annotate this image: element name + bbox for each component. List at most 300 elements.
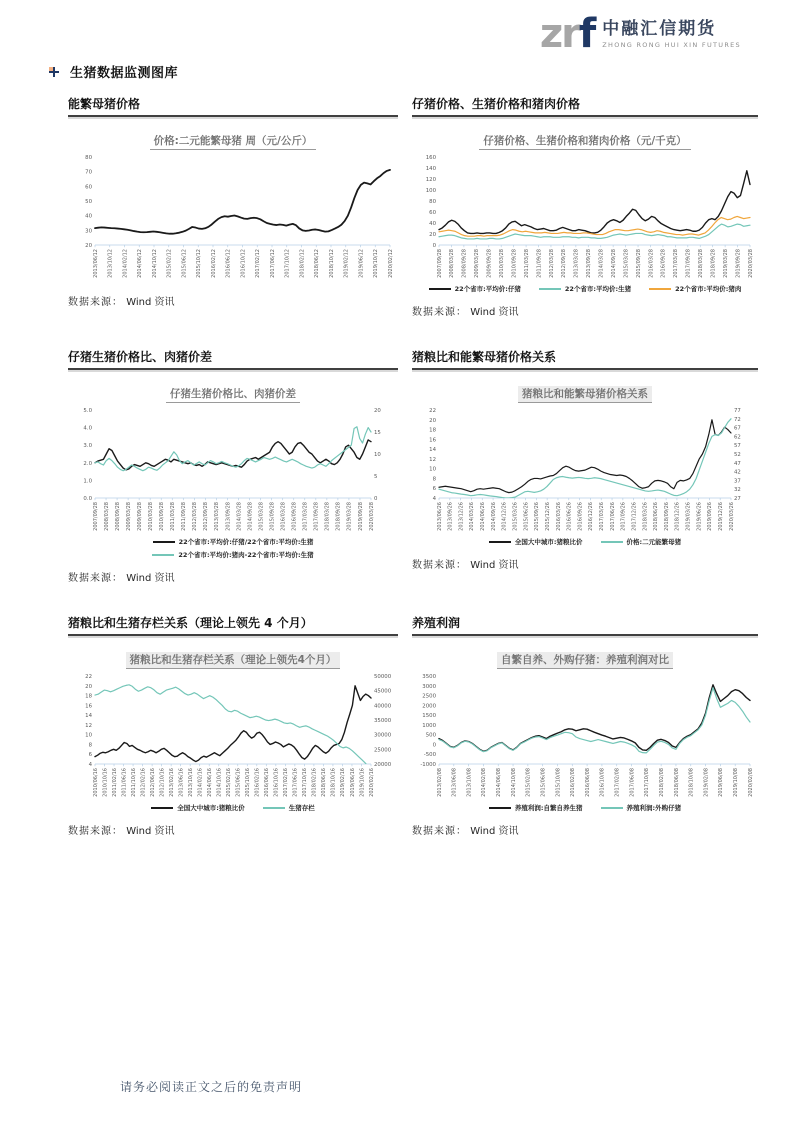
svg-text:500: 500 — [425, 732, 436, 739]
svg-text:4.0: 4.0 — [83, 425, 92, 432]
data-source: 数据来源： Wind 资讯 — [68, 297, 175, 308]
legend-line-swatch — [429, 288, 451, 290]
svg-text:52: 52 — [734, 452, 741, 458]
svg-text:6: 6 — [88, 752, 92, 759]
svg-text:10: 10 — [374, 452, 381, 458]
svg-text:2014/03/28: 2014/03/28 — [598, 249, 605, 278]
svg-text:2014/09/28: 2014/09/28 — [247, 502, 254, 531]
svg-text:2015/06/16: 2015/06/16 — [235, 768, 242, 797]
svg-text:2013/09/26: 2013/09/26 — [447, 502, 454, 531]
svg-text:2011/02/16: 2011/02/16 — [111, 768, 118, 797]
svg-text:2013/06/08: 2013/06/08 — [451, 768, 458, 797]
legend-label: 养殖利润:自繁自养生猪 — [514, 804, 583, 812]
legend-line-swatch — [601, 541, 623, 543]
svg-text:20: 20 — [374, 408, 381, 414]
svg-text:0: 0 — [432, 742, 436, 749]
svg-text:2013/09/28: 2013/09/28 — [586, 249, 593, 278]
legend-item — [489, 537, 583, 546]
legend-label: 价格:二元能繁母猪 — [626, 538, 682, 546]
legend-label: 22个省市:平均价:生猪 — [564, 285, 632, 293]
svg-text:2007/09/28: 2007/09/28 — [436, 249, 443, 278]
svg-text:2017/03/26: 2017/03/26 — [599, 502, 606, 531]
svg-text:2010/09/28: 2010/09/28 — [511, 249, 518, 278]
svg-text:2014/09/28: 2014/09/28 — [610, 249, 617, 278]
svg-text:2017/09/28: 2017/09/28 — [313, 502, 320, 531]
svg-text:2010/09/28: 2010/09/28 — [159, 502, 166, 531]
chart-legend — [412, 537, 758, 546]
chart-canvas — [412, 671, 758, 802]
svg-text:2008/09/28: 2008/09/28 — [461, 249, 468, 278]
svg-text:2018/02/16: 2018/02/16 — [311, 768, 318, 797]
svg-text:2014/02/08: 2014/02/08 — [481, 768, 488, 797]
svg-text:2012/03/28: 2012/03/28 — [192, 502, 199, 531]
chart-title: 自繁自养、外购仔猪：养殖利润对比 — [497, 652, 673, 669]
chart-title: 仔猪价格、生猪价格和猪肉价格（元/千克） — [479, 133, 690, 150]
svg-text:2010/06/16: 2010/06/16 — [92, 768, 99, 797]
legend-item — [649, 284, 741, 293]
svg-text:2018/09/26: 2018/09/26 — [663, 502, 670, 531]
svg-text:57: 57 — [734, 443, 741, 450]
legend-item — [539, 284, 631, 293]
chart-canvas — [412, 152, 758, 283]
svg-text:2017/06/16: 2017/06/16 — [292, 768, 299, 797]
svg-text:2014/10/12: 2014/10/12 — [151, 249, 158, 278]
svg-text:25000: 25000 — [374, 747, 392, 754]
svg-text:20: 20 — [85, 243, 92, 249]
logo-company-name-en: ZHONG RONG HUI XIN FUTURES — [602, 41, 741, 49]
svg-text:2008/03/28: 2008/03/28 — [449, 249, 456, 278]
legend-item — [152, 550, 313, 559]
svg-text:2019/10/08: 2019/10/08 — [732, 768, 739, 797]
legend-item — [263, 803, 315, 812]
svg-text:20: 20 — [429, 232, 436, 238]
section-title: 养殖利润 — [412, 614, 758, 636]
svg-text:2018/06/26: 2018/06/26 — [653, 502, 660, 531]
svg-text:2008/09/28: 2008/09/28 — [114, 502, 121, 531]
chart-canvas — [68, 405, 398, 536]
series-line — [439, 171, 750, 234]
svg-text:4: 4 — [88, 762, 92, 768]
svg-text:3000: 3000 — [422, 683, 436, 690]
svg-text:2019/06/26: 2019/06/26 — [696, 502, 703, 531]
svg-text:3.0: 3.0 — [83, 443, 92, 450]
disclaimer-footer: 请务必阅读正文之后的免责声明 — [120, 1080, 303, 1094]
svg-text:35000: 35000 — [374, 718, 392, 724]
svg-text:2017/06/26: 2017/06/26 — [609, 502, 616, 531]
svg-text:50: 50 — [85, 199, 92, 205]
section-title: 能繁母猪价格 — [68, 95, 398, 117]
chart-block-farming-profit — [412, 614, 758, 837]
svg-text:2016/12/26: 2016/12/26 — [588, 502, 595, 531]
page-title: 生猪数据监测图库 — [70, 66, 179, 81]
svg-text:2014/10/16: 2014/10/16 — [216, 768, 223, 797]
chart-plot — [412, 405, 758, 536]
svg-text:2016/03/26: 2016/03/26 — [555, 502, 562, 531]
series-line — [95, 427, 371, 471]
svg-text:2019/02/12: 2019/02/12 — [343, 249, 350, 278]
chart-title-row — [412, 129, 758, 150]
svg-text:2018/03/26: 2018/03/26 — [642, 502, 649, 531]
data-source: 数据来源： Wind 资讯 — [68, 573, 175, 584]
svg-text:2013/10/16: 2013/10/16 — [187, 768, 194, 797]
series-line — [439, 688, 750, 753]
svg-text:2015/02/12: 2015/02/12 — [166, 249, 173, 278]
svg-text:2014/09/26: 2014/09/26 — [490, 502, 497, 531]
svg-text:2017/10/12: 2017/10/12 — [284, 249, 291, 278]
svg-text:27: 27 — [734, 496, 741, 502]
svg-text:2016/09/26: 2016/09/26 — [577, 502, 584, 531]
bullet-cross-icon — [48, 66, 60, 78]
svg-text:70: 70 — [85, 169, 92, 176]
data-source: 数据来源： Wind 资讯 — [412, 307, 519, 318]
svg-text:2020/03/26: 2020/03/26 — [728, 502, 735, 531]
svg-text:18: 18 — [429, 427, 436, 434]
chart-title: 仔猪生猪价格比、肉猪价差 — [166, 386, 300, 403]
svg-text:2011/03/28: 2011/03/28 — [523, 249, 530, 278]
svg-text:2016/09/28: 2016/09/28 — [291, 502, 298, 531]
svg-text:120: 120 — [425, 177, 436, 183]
legend-label: 生猪存栏 — [288, 804, 315, 812]
svg-text:2013/10/08: 2013/10/08 — [466, 768, 473, 797]
svg-text:2018/10/08: 2018/10/08 — [688, 768, 695, 797]
svg-text:2009/09/28: 2009/09/28 — [486, 249, 493, 278]
svg-text:2010/10/16: 2010/10/16 — [102, 768, 109, 797]
svg-text:1000: 1000 — [422, 722, 436, 729]
charts-grid — [68, 95, 758, 837]
legend-item — [601, 537, 682, 546]
svg-text:40: 40 — [85, 213, 92, 220]
svg-text:2019/09/26: 2019/09/26 — [707, 502, 714, 531]
svg-text:2010/03/28: 2010/03/28 — [499, 249, 505, 278]
svg-text:2018/06/12: 2018/06/12 — [314, 249, 321, 278]
svg-text:2014/02/16: 2014/02/16 — [197, 768, 204, 797]
svg-text:0: 0 — [432, 243, 436, 249]
svg-text:1.0: 1.0 — [83, 478, 92, 485]
svg-text:8: 8 — [88, 742, 92, 749]
legend-line-swatch — [151, 807, 173, 809]
legend-line-swatch — [539, 288, 561, 290]
chart-canvas — [412, 405, 758, 536]
section-title: 仔猪生猪价格比、肉猪价差 — [68, 348, 398, 370]
company-logo — [539, 11, 741, 57]
svg-text:22: 22 — [85, 674, 92, 680]
chart-block-grain-ratio-sow-price — [412, 348, 758, 584]
svg-text:77: 77 — [734, 408, 741, 414]
svg-text:1500: 1500 — [422, 713, 436, 720]
legend-item — [601, 803, 682, 812]
chart-plot — [68, 671, 398, 802]
svg-text:42: 42 — [734, 469, 741, 476]
svg-text:2013/02/08: 2013/02/08 — [436, 768, 443, 797]
svg-text:2019/02/08: 2019/02/08 — [703, 768, 710, 797]
svg-text:2013/03/28: 2013/03/28 — [214, 502, 221, 531]
svg-text:62: 62 — [734, 434, 741, 441]
data-source: 数据来源： Wind 资讯 — [412, 826, 519, 837]
page-header — [48, 62, 178, 81]
svg-text:2018/02/08: 2018/02/08 — [658, 768, 665, 797]
svg-text:2017/10/08: 2017/10/08 — [644, 768, 651, 797]
svg-text:40: 40 — [429, 221, 436, 227]
svg-text:2018/09/28: 2018/09/28 — [710, 249, 717, 278]
svg-text:2014/12/26: 2014/12/26 — [501, 502, 508, 531]
svg-text:-1000: -1000 — [420, 762, 436, 768]
svg-text:2020/02/12: 2020/02/12 — [387, 249, 394, 278]
svg-text:160: 160 — [425, 155, 436, 161]
svg-text:2018/03/28: 2018/03/28 — [324, 502, 331, 531]
svg-text:2018/02/12: 2018/02/12 — [299, 249, 306, 278]
svg-text:2017/02/08: 2017/02/08 — [614, 768, 621, 797]
logo-zrf-mark: zrf — [539, 11, 595, 57]
svg-text:2020/03/28: 2020/03/28 — [368, 502, 375, 531]
svg-text:2014/03/28: 2014/03/28 — [236, 502, 243, 531]
legend-line-swatch — [263, 807, 285, 809]
svg-text:2009/09/28: 2009/09/28 — [136, 502, 143, 531]
svg-text:2015/03/26: 2015/03/26 — [512, 502, 519, 531]
svg-text:40000: 40000 — [374, 703, 392, 710]
svg-text:2015/06/26: 2015/06/26 — [523, 502, 530, 531]
chart-block-grain-ratio-inventory — [68, 614, 398, 837]
logo-text — [602, 19, 741, 49]
svg-text:2017/02/16: 2017/02/16 — [283, 768, 290, 797]
svg-text:2012/10/16: 2012/10/16 — [159, 768, 166, 797]
chart-title-row — [68, 129, 398, 150]
svg-text:10: 10 — [85, 732, 92, 739]
svg-text:2017/09/26: 2017/09/26 — [620, 502, 627, 531]
svg-text:2017/02/12: 2017/02/12 — [255, 249, 262, 278]
svg-text:16: 16 — [429, 437, 436, 444]
svg-text:2015/10/12: 2015/10/12 — [196, 249, 203, 278]
svg-text:2018/09/28: 2018/09/28 — [335, 502, 342, 531]
svg-text:18: 18 — [85, 693, 92, 700]
svg-text:72: 72 — [734, 416, 741, 423]
svg-text:2016/09/28: 2016/09/28 — [660, 249, 667, 278]
svg-text:2011/09/28: 2011/09/28 — [536, 249, 543, 278]
svg-text:12: 12 — [429, 456, 436, 463]
section-title: 猪粮比和能繁母猪价格关系 — [412, 348, 758, 370]
svg-text:2015/09/28: 2015/09/28 — [269, 502, 276, 531]
svg-text:2017/03/28: 2017/03/28 — [302, 502, 309, 531]
legend-item — [151, 803, 245, 812]
svg-text:15: 15 — [374, 430, 381, 436]
svg-text:2012/02/16: 2012/02/16 — [140, 768, 147, 797]
chart-canvas — [68, 671, 398, 802]
svg-text:140: 140 — [425, 166, 436, 172]
legend-line-swatch — [489, 807, 511, 809]
svg-text:2017/10/16: 2017/10/16 — [302, 768, 309, 797]
svg-text:30: 30 — [85, 228, 92, 235]
svg-text:2016/10/12: 2016/10/12 — [240, 249, 247, 278]
svg-text:10: 10 — [429, 466, 436, 473]
svg-text:2014/06/16: 2014/06/16 — [207, 768, 214, 797]
legend-label: 22个省市:平均价:仔猪/22个省市:平均价:生猪 — [178, 538, 314, 546]
section-title: 仔猪价格、生猪价格和猪肉价格 — [412, 95, 758, 117]
svg-text:80: 80 — [85, 155, 92, 161]
legend-label: 22个省市:平均价:猪肉 — [675, 285, 742, 293]
svg-text:2015/03/28: 2015/03/28 — [623, 249, 630, 278]
svg-text:2000: 2000 — [422, 703, 436, 710]
legend-line-swatch — [601, 807, 623, 809]
svg-text:2013/10/12: 2013/10/12 — [107, 249, 114, 278]
svg-text:2019/09/28: 2019/09/28 — [357, 502, 364, 531]
svg-text:2015/09/28: 2015/09/28 — [635, 249, 642, 278]
legend-item — [153, 537, 314, 546]
svg-text:5.0: 5.0 — [83, 408, 92, 414]
svg-text:2011/10/16: 2011/10/16 — [130, 768, 137, 797]
series-line — [439, 685, 750, 751]
logo-company-name-cn: 中融汇信期货 — [602, 19, 717, 39]
svg-text:2012/03/28: 2012/03/28 — [548, 249, 555, 278]
svg-text:2018/10/12: 2018/10/12 — [328, 249, 335, 278]
svg-text:2019/03/28: 2019/03/28 — [346, 502, 353, 531]
svg-text:2009/03/28: 2009/03/28 — [474, 249, 481, 278]
series-line — [439, 419, 731, 498]
svg-text:2018/03/28: 2018/03/28 — [698, 249, 705, 278]
svg-text:50000: 50000 — [374, 674, 392, 680]
svg-text:16: 16 — [85, 703, 92, 710]
chart-block-price-ratio-spread — [68, 348, 398, 584]
svg-text:2008/03/28: 2008/03/28 — [103, 502, 110, 531]
svg-text:2013/03/28: 2013/03/28 — [573, 249, 580, 278]
svg-text:2015/02/16: 2015/02/16 — [226, 768, 233, 797]
svg-text:2018/06/16: 2018/06/16 — [321, 768, 328, 797]
section-title: 猪粮比和生猪存栏关系（理论上领先 4 个月） — [68, 614, 398, 636]
svg-text:2009/03/28: 2009/03/28 — [125, 502, 132, 531]
svg-text:4: 4 — [432, 496, 436, 502]
svg-text:2015/10/16: 2015/10/16 — [245, 768, 252, 797]
chart-plot — [412, 671, 758, 802]
svg-text:37: 37 — [734, 478, 741, 485]
series-line — [95, 440, 371, 470]
svg-text:2017/12/26: 2017/12/26 — [631, 502, 638, 531]
svg-text:2013/06/26: 2013/06/26 — [436, 502, 443, 531]
svg-text:2019/02/16: 2019/02/16 — [340, 768, 347, 797]
svg-text:2011/03/28: 2011/03/28 — [170, 502, 177, 531]
svg-text:2019/06/12: 2019/06/12 — [358, 249, 365, 278]
svg-text:32: 32 — [734, 487, 741, 494]
svg-text:30000: 30000 — [374, 732, 392, 739]
svg-text:2015/03/28: 2015/03/28 — [258, 502, 265, 531]
svg-text:20: 20 — [85, 683, 92, 690]
chart-block-piglet-hog-pork-price — [412, 95, 758, 318]
svg-text:2015/06/08: 2015/06/08 — [540, 768, 547, 797]
chart-block-sow-price — [68, 95, 398, 318]
svg-text:2019/10/16: 2019/10/16 — [359, 768, 366, 797]
svg-text:2016/10/08: 2016/10/08 — [599, 768, 606, 797]
svg-text:0: 0 — [374, 496, 378, 502]
svg-text:22: 22 — [429, 408, 436, 414]
svg-text:2020/02/08: 2020/02/08 — [747, 768, 754, 797]
svg-text:2016/06/16: 2016/06/16 — [264, 768, 271, 797]
svg-text:2013/06/12: 2013/06/12 — [92, 249, 99, 278]
svg-text:2014/06/08: 2014/06/08 — [496, 768, 503, 797]
svg-text:2020/02/16: 2020/02/16 — [368, 768, 375, 797]
series-line — [95, 170, 390, 234]
svg-text:2018/12/26: 2018/12/26 — [674, 502, 681, 531]
svg-text:2014/06/12: 2014/06/12 — [137, 249, 144, 278]
data-source: 数据来源： Wind 资讯 — [68, 826, 175, 837]
chart-legend — [412, 284, 758, 293]
chart-plot — [68, 405, 398, 536]
svg-text:2007/09/28: 2007/09/28 — [92, 502, 99, 531]
data-source: 数据来源： Wind 资讯 — [412, 560, 519, 571]
svg-text:2019/06/08: 2019/06/08 — [718, 768, 725, 797]
series-line — [439, 420, 731, 493]
svg-text:2019/03/26: 2019/03/26 — [685, 502, 692, 531]
legend-line-swatch — [649, 288, 671, 290]
series-line — [95, 685, 371, 770]
svg-text:2017/03/28: 2017/03/28 — [673, 249, 680, 278]
svg-text:2013/02/16: 2013/02/16 — [168, 768, 175, 797]
chart-title-row — [68, 648, 398, 669]
svg-text:5: 5 — [374, 474, 378, 480]
svg-text:2011/09/28: 2011/09/28 — [181, 502, 188, 531]
legend-label: 全国大中城市:猪粮比价 — [514, 538, 583, 546]
svg-text:14: 14 — [85, 713, 92, 720]
svg-text:2013/09/28: 2013/09/28 — [225, 502, 232, 531]
svg-text:2019/03/28: 2019/03/28 — [722, 249, 729, 278]
svg-text:2014/02/12: 2014/02/12 — [122, 249, 129, 278]
svg-text:2016/10/16: 2016/10/16 — [273, 768, 280, 797]
svg-text:2014/03/26: 2014/03/26 — [469, 502, 476, 531]
svg-text:67: 67 — [734, 425, 741, 432]
svg-text:2016/06/08: 2016/06/08 — [584, 768, 591, 797]
svg-text:100: 100 — [425, 188, 436, 194]
svg-text:2019/09/28: 2019/09/28 — [735, 249, 742, 278]
chart-title-row — [68, 382, 398, 403]
svg-text:2017/06/08: 2017/06/08 — [629, 768, 636, 797]
chart-legend — [68, 537, 398, 559]
svg-text:80: 80 — [429, 199, 436, 205]
svg-text:2016/06/26: 2016/06/26 — [566, 502, 573, 531]
svg-text:2016/02/08: 2016/02/08 — [570, 768, 577, 797]
svg-text:2017/06/12: 2017/06/12 — [269, 249, 276, 278]
svg-text:2016/02/12: 2016/02/12 — [210, 249, 217, 278]
svg-text:60: 60 — [85, 184, 92, 191]
svg-text:2013/12/26: 2013/12/26 — [458, 502, 465, 531]
chart-title-row — [412, 648, 758, 669]
chart-legend — [412, 803, 758, 812]
legend-line-swatch — [152, 554, 174, 556]
legend-label: 22个省市:平均价:仔猪 — [454, 285, 521, 293]
legend-line-swatch — [153, 541, 175, 543]
legend-line-swatch — [489, 541, 511, 543]
svg-text:2015/09/26: 2015/09/26 — [534, 502, 541, 531]
svg-text:2014/10/08: 2014/10/08 — [510, 768, 517, 797]
svg-text:2010/03/28: 2010/03/28 — [148, 502, 154, 531]
svg-text:2012/09/28: 2012/09/28 — [203, 502, 210, 531]
svg-text:2016/03/28: 2016/03/28 — [280, 502, 287, 531]
svg-text:20000: 20000 — [374, 762, 392, 768]
svg-text:2011/06/16: 2011/06/16 — [121, 768, 128, 797]
chart-legend — [68, 803, 398, 812]
legend-label: 养殖利润:外购仔猪 — [626, 804, 682, 812]
svg-text:45000: 45000 — [374, 688, 392, 695]
svg-text:2019/06/16: 2019/06/16 — [349, 768, 356, 797]
svg-text:2015/02/08: 2015/02/08 — [525, 768, 532, 797]
chart-title: 价格:二元能繁母猪 周（元/公斤） — [150, 133, 317, 150]
svg-text:0.0: 0.0 — [83, 496, 92, 502]
svg-text:2014/06/26: 2014/06/26 — [480, 502, 487, 531]
svg-text:2500: 2500 — [422, 693, 436, 700]
legend-label: 全国大中城市:猪粮比价 — [177, 804, 245, 812]
svg-text:2015/10/08: 2015/10/08 — [555, 768, 562, 797]
svg-text:20: 20 — [429, 417, 436, 424]
series-line — [95, 686, 371, 762]
svg-text:2015/06/12: 2015/06/12 — [181, 249, 188, 278]
svg-text:60: 60 — [429, 210, 436, 216]
chart-title-row — [412, 382, 758, 403]
svg-text:2019/12/26: 2019/12/26 — [717, 502, 724, 531]
